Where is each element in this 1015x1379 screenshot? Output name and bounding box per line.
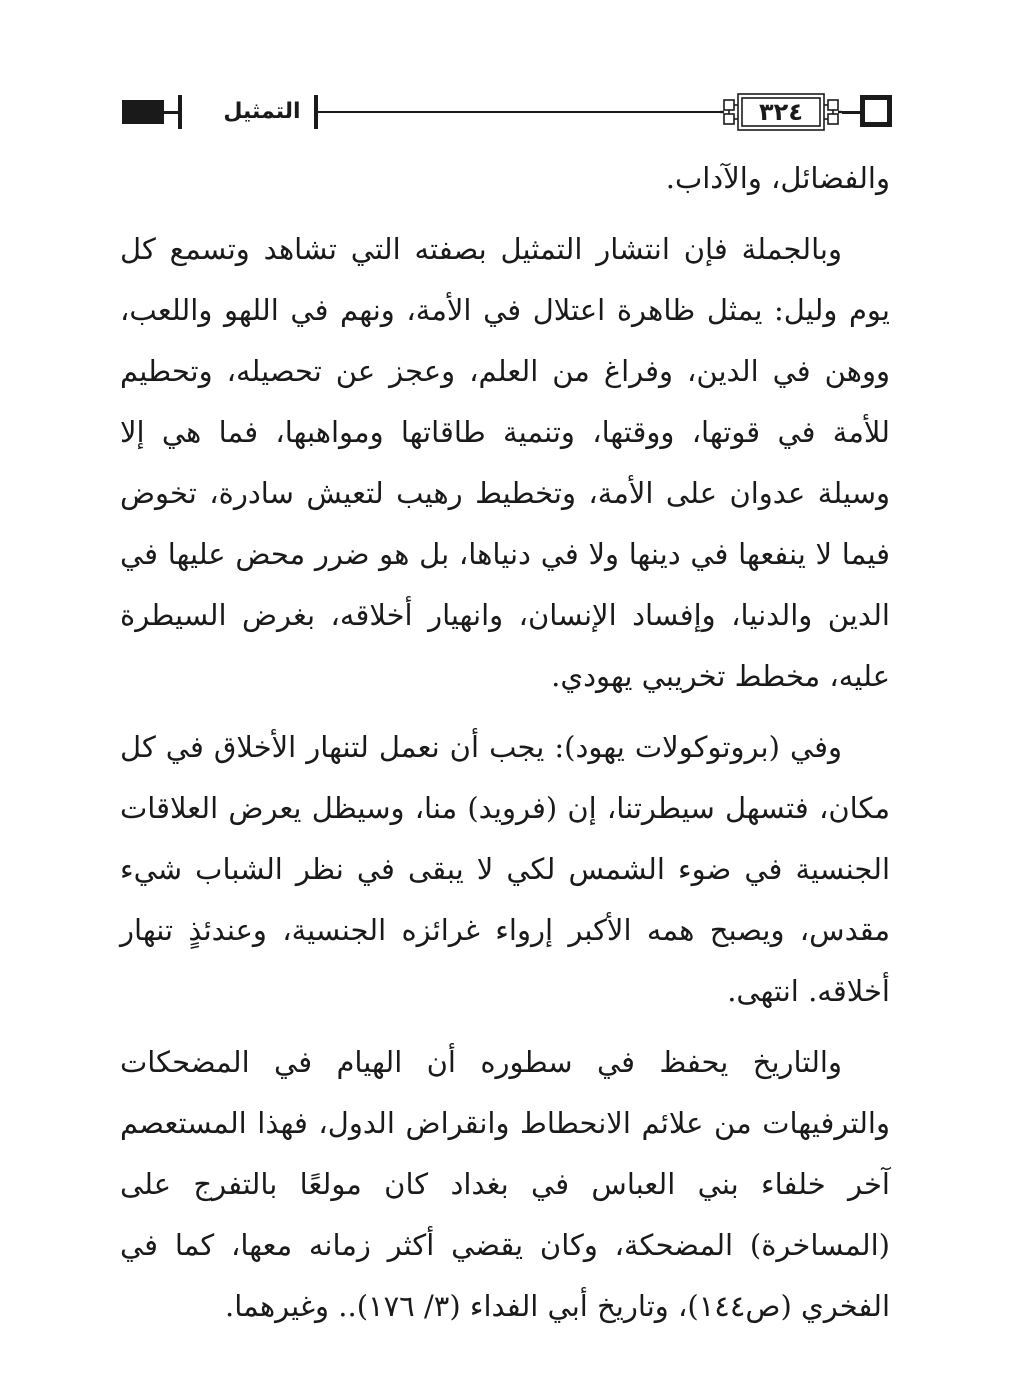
- header-left-block: [122, 100, 164, 124]
- paragraph: وبالجملة فإن انتشار التمثيل بصفته التي تشاهد وتسمع كل يوم وليل: يمثل ظاهرة اعتلال في الأمة، ونهم في اللهو واللعب، ووهن في الدين، وفراغ من العلم، وعجز عن تحصيله، وتحطيم للأمة في قوتها، ووقتها، وتنمية طاقاتها ومواهبها، فما هي إلا وسيلة عدوان على الأمة، وتخطيط رهيب لتعيش سادرة، تخوض فيما لا ينفعها في دينها ولا في دنياها، بل هو ضرر محض عليها في الدين والدنيا، وإفساد الإنسان، وانهيار أخلاقه، بغرض السيطرة عليه، مخطط تخريبي يهودي.: [120, 232, 890, 693]
- section-title: التمثيل: [223, 99, 301, 124]
- header-rule-segment: [162, 111, 178, 114]
- paragraph-continuation: والفضائل، والآداب.: [665, 161, 890, 195]
- page-number: ٣٢٤: [759, 98, 803, 126]
- header-right-box: [860, 95, 892, 127]
- paragraph: والتاريخ يحفظ في سطوره أن الهيام في المضحكات والترفيهات من علائم الانحطاط وانقراض الدول، فهذا المستعصم آخر خلفاء بني العباس في بغداد كان مولعًا بالتفرج على (المساخرة) المضحكة، وكان يقضي أكثر زمانه معها، كما في الفخري (ص١٤٤)، وتاريخ أبي الفداء (٣/ ١٧٦).. وغيرهما.: [120, 1045, 890, 1323]
- header-rule-long: [318, 111, 722, 113]
- body-text: [120, 148, 890, 1337]
- header-left-tick: [178, 95, 182, 129]
- paragraph: وفي (بروتوكولات يهود): يجب أن نعمل لتنهار الأخلاق في كل مكان، فتسهل سيطرتنا، إن (فرويد) منا، وسيظل يعرض العلاقات الجنسية في ضوء الشمس لكي لا يبقى في نظر الشباب شيء مقدس، ويصبح همه الأكبر إرواء غرائزه الجنسية، وعندئذٍ تنهار أخلاقه. انتهى.: [120, 730, 890, 1008]
- running-header: [122, 92, 892, 142]
- page-number-frame: [720, 92, 842, 132]
